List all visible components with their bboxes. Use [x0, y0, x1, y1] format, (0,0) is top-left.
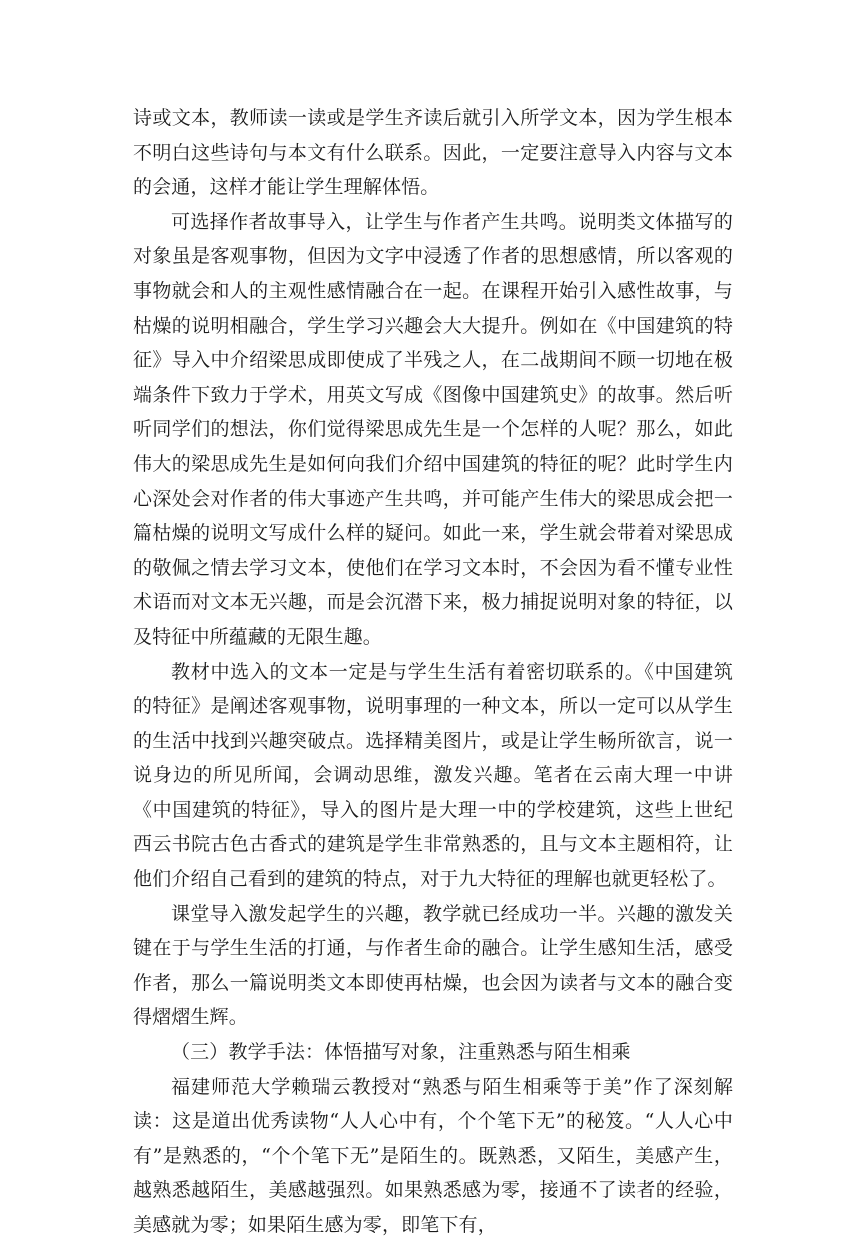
paragraph-familiar-strange: 福建师范大学赖瑞云教授对“熟悉与陌生相乘等于美”作了深刻解读：这是道出优秀读物“人人心中有，个个笔下无”的秘笈。“人人心中有”是熟悉的，“个个笔下无”是陌生的。既熟悉，又陌生，美感产生，越熟悉越陌生，美感越强烈。如果熟悉感为零，接通不了读者的经验，美感就为零；如果陌生感为零，即笔下有，	[133, 1075, 733, 1236]
document-body	[133, 101, 733, 1243]
paragraph-student-life: 教材中选入的文本一定是与学生生活有着密切联系的。《中国建筑的特征》是阐述客观事物，说明事理的一种文本，所以一定可以从学生的生活中找到兴趣突破点。选择精美图片，或是让学生畅所欲言，说一说身边的所见所闻，会调动思维，激发兴趣。笔者在云南大理一中讲《中国建筑的特征》，导入的图片是大理一中的学校建筑，这些上世纪西云书院古色古香式的建筑是学生非常熟悉的，且与文本主题相符，让他们介绍自己看到的建筑的特点，对于九大特征的理解也就更轻松了。	[133, 660, 733, 891]
section-heading: （三）教学手法：体悟描写对象，注重熟悉与陌生相乘	[171, 1041, 631, 1064]
paragraph-continued: 诗或文本，教师读一读或是学生齐读后就引入所学文本，因为学生根本不明白这些诗句与本文有什么联系。因此，一定要注意导入内容与文本的会通，这样才能让学生理解体悟。	[133, 107, 733, 199]
paragraph-interest-summary: 课堂导入激发起学生的兴趣，教学就已经成功一半。兴趣的激发关键在于与学生生活的打通，与作者生命的融合。让学生感知生活，感受作者，那么一篇说明类文本即使再枯燥，也会因为读者与文本的融合变得熠熠生辉。	[133, 902, 733, 1029]
paragraph-author-story: 可选择作者故事导入，让学生与作者产生共鸣。说明类文体描写的对象虽是客观事物，但因为文字中浸透了作者的思想感情，所以客观的事物就会和人的主观性感情融合在一起。在课程开始引入感性故事，与枯燥的说明相融合，学生学习兴趣会大大提升。例如在《中国建筑的特征》导入中介绍梁思成即使成了半残之人，在二战期间不顾一切地在极端条件下致力于学术，用英文写成《图像中国建筑史》的故事。然后听听同学们的想法，你们觉得梁思成先生是一个怎样的人呢？那么，如此伟大的梁思成先生是如何向我们介绍中国建筑的特征的呢？此时学生内心深处会对作者的伟大事迹产生共鸣，并可能产生伟大的梁思成会把一篇枯燥的说明文写成什么样的疑问。如此一来，学生就会带着对梁思成的敬佩之情去学习文本，使他们在学习文本时，不会因为看不懂专业性术语而对文本无兴趣，而是会沉潜下来，极力捕捉说明对象的特征，以及特征中所蕴藏的无限生趣。	[133, 210, 733, 648]
